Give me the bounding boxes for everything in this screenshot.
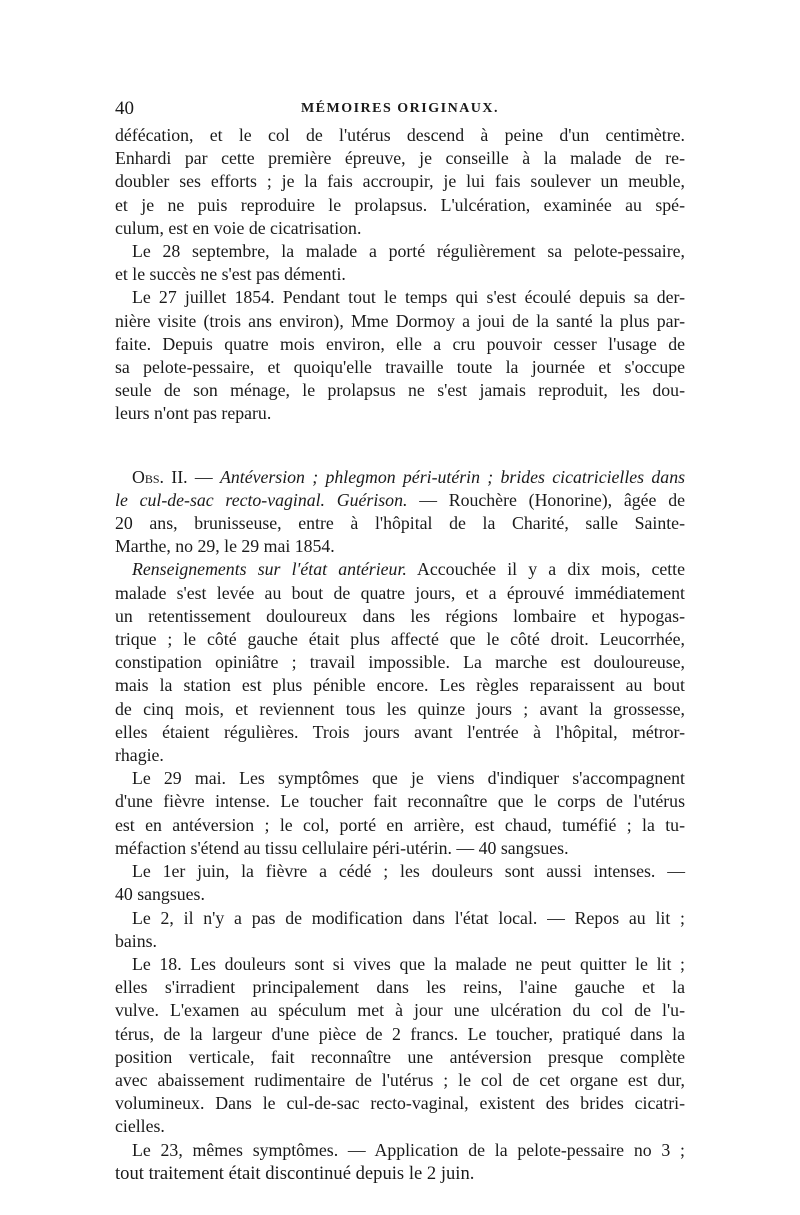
text-line: Marthe, no 29, le 29 mai 1854.	[115, 536, 335, 557]
text-line: volumineux. Dans le cul-de-sac recto-vaginal, existent des brides cicatri-	[115, 1093, 685, 1114]
text-line: rhagie.	[115, 745, 164, 766]
observation-title-cont: le cul-de-sac recto-vaginal. Guérison.	[115, 489, 408, 510]
text-line: 20 ans, brunisseuse, entre à l'hôpital de la Charité, salle Sainte-	[115, 513, 685, 534]
text-line: Le 18. Les douleurs sont si vives que la malade ne peut quitter le lit ;	[132, 953, 685, 974]
text-line: doubler ses efforts ; je la fais accroupir, je lui fais soulever un meuble,	[115, 171, 685, 192]
text-line: culum, est en voie de cicatrisation.	[115, 217, 362, 238]
text-line	[115, 489, 685, 512]
text-line: cielles.	[115, 1116, 165, 1137]
paragraph-8	[115, 907, 685, 953]
text-line: avec abaissement rudimentaire de l'utérus ; le col de cet organe est dur,	[115, 1069, 685, 1090]
text-line: Le 23, mêmes symptômes. — Application de la pelote-pessaire no 3 ;	[132, 1139, 685, 1160]
text-line: seule de son ménage, le prolapsus ne s'est jamais reproduit, les dou-	[115, 380, 685, 401]
text-line: d'une fièvre intense. Le toucher fait reconnaître que le corps de l'utérus	[115, 791, 685, 812]
observation-label: Obs. II.	[132, 466, 188, 487]
paragraph-7	[115, 860, 685, 906]
text-line: constipation opiniâtre ; travail impossible. La marche est douloureuse,	[115, 652, 685, 673]
paragraph-9	[115, 953, 685, 1139]
text-line: faite. Depuis quatre mois environ, elle a cru pouvoir cesser l'usage de	[115, 333, 685, 354]
text-line: mais la station est plus pénible encore. Les règles reparaissent au bout	[115, 675, 685, 696]
body-text	[115, 124, 685, 1185]
text-line: tout traitement était discontinué depuis le 2 juin.	[115, 1162, 475, 1184]
paragraph-6	[115, 767, 685, 860]
text-line	[115, 466, 685, 489]
em-dash: —	[187, 466, 220, 487]
text-line: Le 28 septembre, la malade a porté régulièrement sa pelote-pessaire,	[132, 241, 685, 262]
page-header	[115, 98, 685, 124]
text-line: 40 sangsues.	[115, 884, 205, 905]
lead-rest: Accouchée il y a dix mois, cette	[406, 559, 686, 580]
paragraph-3	[115, 286, 685, 425]
text-line: défécation, et le col de l'utérus descend à peine d'un centimètre.	[115, 125, 685, 145]
text-line: de cinq mois, et reviennent tous les quinze jours ; avant la grossesse,	[115, 698, 685, 719]
section-gap	[115, 426, 685, 466]
text-line: trique ; le côté gauche était plus affecté que le côté droit. Leucorrhée,	[115, 629, 685, 650]
text-line: Le 1er juin, la fièvre a cédé ; les douleurs sont aussi intenses. —	[132, 861, 685, 882]
text-line: Le 29 mai. Les symptômes que je viens d'indiquer s'accompagnent	[132, 768, 685, 789]
text-line: et je ne puis reproduire le prolapsus. L'ulcération, examinée au spé-	[115, 194, 685, 215]
text-line: elles s'irradient principalement dans les reins, l'aine gauche et la	[115, 977, 685, 998]
text-line: Enhardi par cette première épreuve, je conseille à la malade de re-	[115, 148, 685, 169]
page-number: 40	[115, 98, 134, 119]
paragraph-1	[115, 124, 685, 240]
patient-intro: — Rouchère (Honorine), âgée de	[407, 489, 685, 510]
text-line: et le succès ne s'est pas démenti.	[115, 264, 346, 285]
section-lead: Renseignements sur l'état antérieur.	[132, 559, 407, 580]
paragraph-2	[115, 240, 685, 286]
text-line: est en antéversion ; le col, porté en arrière, est chaud, tuméfié ; la tu-	[115, 814, 685, 835]
text-line: méfaction s'étend au tissu cellulaire péri-utérin. — 40 sangsues.	[115, 837, 569, 858]
text-line: position verticale, fait reconnaître une antéversion presque complète	[115, 1046, 685, 1067]
text-line: Le 2, il n'y a pas de modification dans l'état local. — Repos au lit ;	[132, 907, 685, 928]
text-line: elles étaient régulières. Trois jours avant l'entrée à l'hôpital, métror-	[115, 721, 685, 742]
text-line	[115, 558, 685, 581]
paragraph-5	[115, 558, 685, 767]
text-line: térus, de la largeur d'une pièce de 2 francs. Le toucher, pratiqué dans la	[115, 1023, 685, 1044]
book-page	[115, 98, 685, 1185]
text-line: nière visite (trois ans environ), Mme Dormoy a joui de la santé la plus par-	[115, 310, 685, 331]
text-line: un retentissement douloureux dans les régions lombaire et hypogas-	[115, 605, 685, 626]
text-line: sa pelote-pessaire, et quoiqu'elle travaille toute la journée et s'occupe	[115, 357, 685, 378]
text-line: leurs n'ont pas reparu.	[115, 403, 272, 424]
text-line: vulve. L'examen au spéculum met à jour une ulcération du col de l'u-	[115, 1000, 685, 1021]
running-title: MÉMOIRES ORIGINAUX.	[300, 101, 500, 116]
observation-title: Antéversion ; phlegmon péri-utérin ; brides cicatricielles dans	[220, 466, 686, 487]
paragraph-10	[115, 1139, 685, 1185]
observation-heading	[115, 466, 685, 559]
text-line: bains.	[115, 930, 157, 951]
text-line: malade s'est levée au bout de quatre jours, et a éprouvé immédiatement	[115, 582, 685, 603]
text-line: Le 27 juillet 1854. Pendant tout le temps qui s'est écoulé depuis sa der-	[132, 287, 685, 308]
